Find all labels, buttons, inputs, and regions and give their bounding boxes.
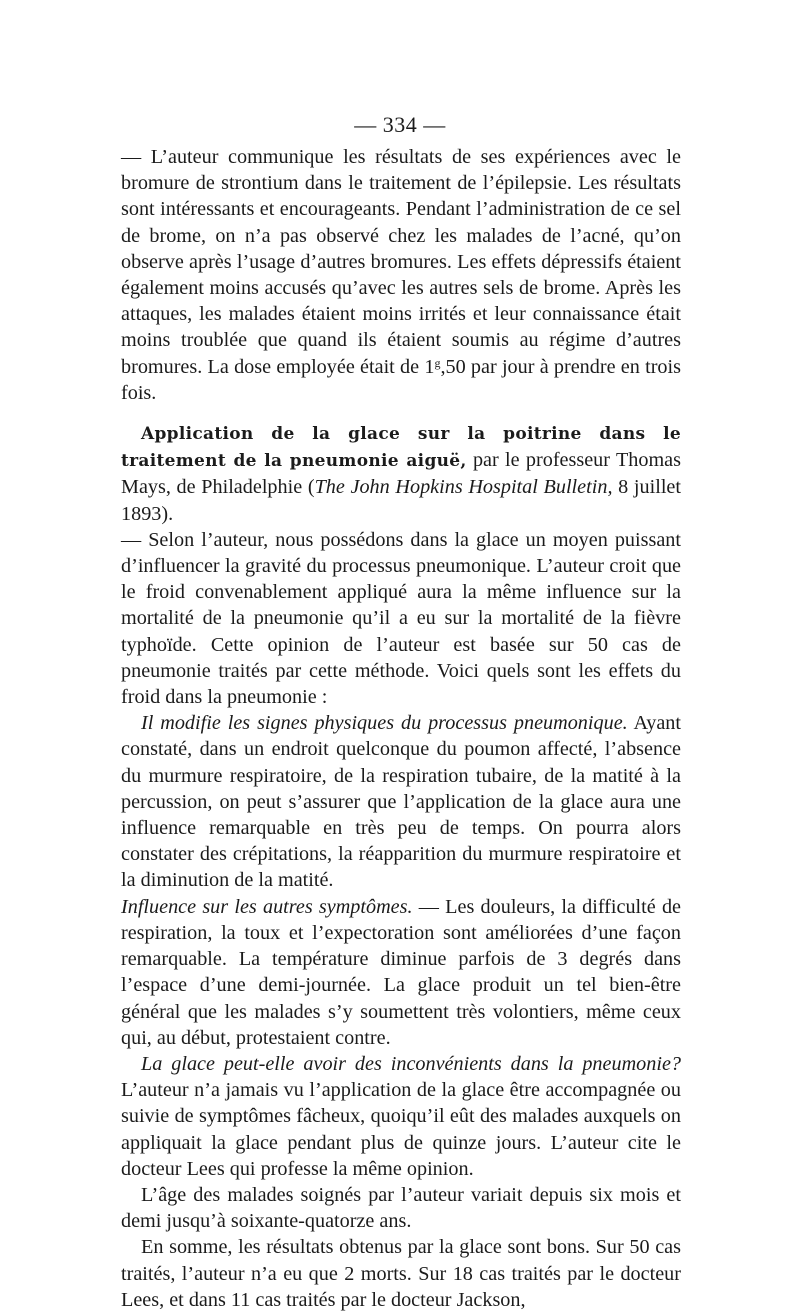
section-title: Influence sur les autres symptômes. (121, 895, 413, 918)
text-column (121, 144, 681, 1313)
dose-number: 1 (424, 355, 435, 378)
paragraph-text: — L’auteur communique les résultats de ses expériences avec le bromure de strontium dans le traitement de l’épilepsie. Les résultats sont intéressants et encourageants. Pendant l’administration de ce sel de brome, on n’a pas observé chez les malades de l’acné, qu’on observe après l’usage d’autres bromures. Les effets dépressifs étaient également moins accusés qu’avec les autres sels de brome. Après les attaques, les malades étaient moins irrités et leur connaissance était moins troublée que quand ils étaient soumis au régime d’autres bromures. La dose employée était de (121, 146, 681, 378)
paragraph-physical-signs (121, 710, 681, 893)
section-title: La glace peut-elle avoir des inconvénients dans la pneumonie? (141, 1052, 681, 1075)
dose-unit: g (434, 355, 441, 370)
paragraph-text: Ayant constaté, dans un endroit quelconque du poumon affecté, l’absence du murmure respiratoire, de la respiration tubaire, de la matité à la percussion, on peut s’assurer que l’application de la glace aura une influence remarquable en très peu de temps. On pourra alors constater des crépitations, la réapparition du murmure respiratoire et la diminution de la matité. (121, 712, 681, 892)
paragraph-strontium (121, 144, 681, 406)
paragraph-symptoms (121, 894, 681, 1051)
paragraph-text: — Les douleurs, la difficulté de respiration, la toux et l’expectoration sont améliorées d’une façon remarquable. La température diminue parfois de 3 degrés dans l’espace d’une demi-journée. La glace produit un tel bien-être général que les malades s’y soumettent très volontiers, même ceux qui, au début, protestaient contre. (121, 895, 682, 1049)
paragraph-text: L’auteur n’a jamais vu l’application de la glace être accompagnée ou suivie de symptômes fâcheux, quoiqu’il eût des malades auxquels on appliquait la glace pendant plus de quinze jours. L’auteur cite le docteur Lees qui professe la même opinion. (121, 1079, 681, 1180)
article-date: 8 juillet 1893). (121, 476, 681, 525)
paragraph-text: ,50 par jour à prendre en trois fois. (121, 355, 681, 404)
article-author: par le professeur Thomas Mays, de Philadelphie ( (121, 449, 681, 499)
article-heading (121, 420, 681, 527)
section-title: Il modifie les signes physiques du processus pneumonique. (141, 712, 628, 735)
paragraph-inconveniences (121, 1051, 681, 1182)
paragraph-age: L’âge des malades soignés par l’auteur variait depuis six mois et demi jusqu’à soixante-quatorze ans. (121, 1183, 681, 1233)
paragraph-summary: En somme, les résultats obtenus par la glace sont bons. Sur 50 cas traités, l’auteur n’a eu que 2 morts. Sur 18 cas traités par le docteur Lees, et dans 11 cas traités par le docteur Jackson, (121, 1236, 681, 1311)
paragraph-intro: — Selon l’auteur, nous possédons dans la glace un moyen puissant d’influencer la gravité du processus pneumonique. L’auteur croit que le froid convenablement appliqué aura la même influence sur la mortalité de la pneumonie qu’il a eu sur la mortalité de la fièvre typhoïde. Cette opinion de l’auteur est basée sur 50 cas de pneumonie traités par cette méthode. Voici quels sont les effets du froid dans la pneumonie : (121, 528, 681, 709)
article-title: Application de la glace sur la poitrine dans le traitement de la pneumonie aiguë, (121, 424, 681, 472)
article-source: The John Hopkins Hospital Bulletin, (314, 476, 613, 499)
page-number: — 334 — (354, 112, 446, 137)
